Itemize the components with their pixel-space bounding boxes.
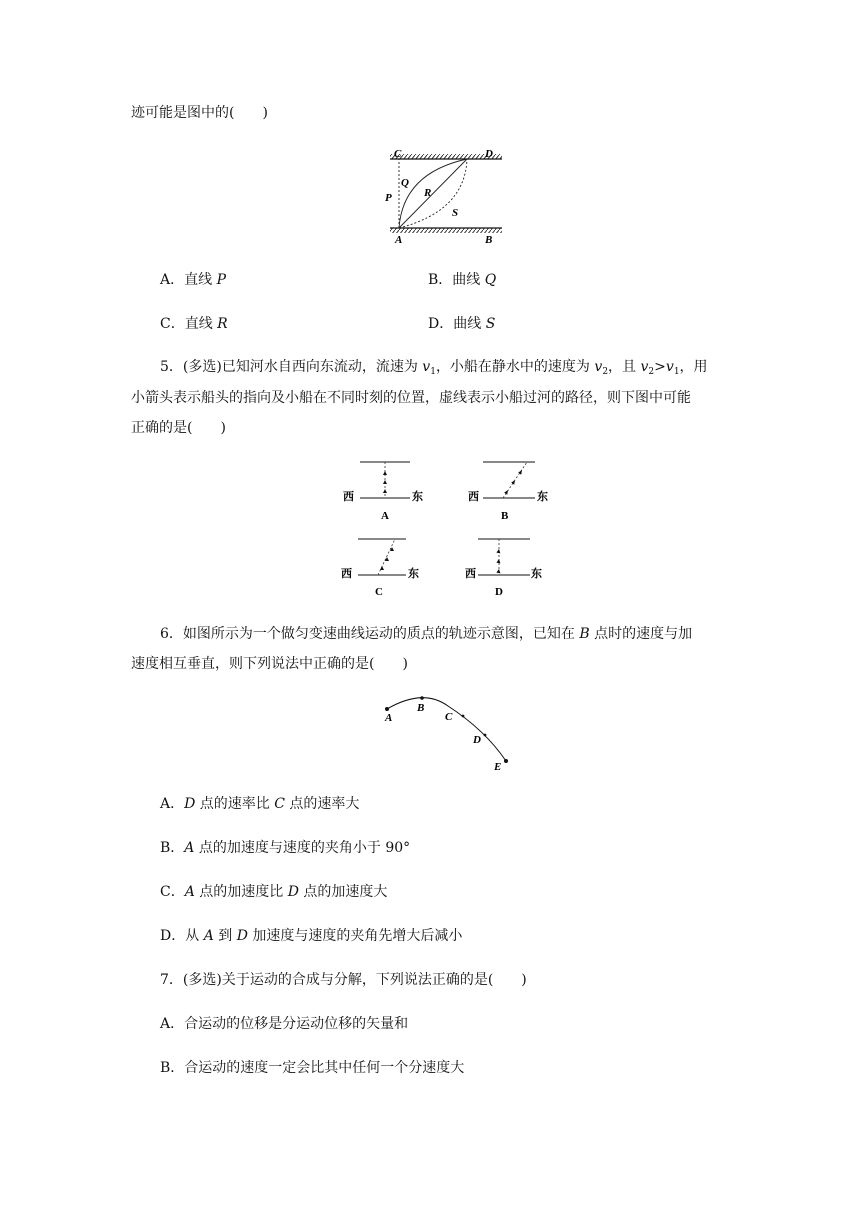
west-label: 西 xyxy=(341,568,352,580)
point-d: D xyxy=(473,734,481,746)
west-label: 西 xyxy=(468,491,479,503)
q4-option-b: B．曲线 Q xyxy=(428,272,497,288)
q6-option-c: C．A 点的加速度比 D 点的加速度大 xyxy=(160,884,388,900)
q5-stem-line1: 5．(多选)已知河水自西向东流动，流速为 $v_1$，小船在静水中的速度为 $v_2$，且 $v_2>v_1$，用 xyxy=(160,359,708,377)
q6-option-a: A．D 点的速率比 C 点的速率大 xyxy=(160,796,360,812)
q6-option-b: B．A 点的加速度与速度的夹角小于 90° xyxy=(160,840,411,856)
west-label: 西 xyxy=(465,568,476,580)
point-b: B xyxy=(417,702,425,714)
east-label: 东 xyxy=(537,491,548,503)
q6-option-d: D．从 A 到 D 加速度与速度的夹角先增大后减小 xyxy=(160,928,463,944)
q6-trajectory-figure xyxy=(375,690,515,773)
q6-stem-line1: 6．如图所示为一个做匀变速曲线运动的质点的轨迹示意图，已知在 B 点时的速度与加 xyxy=(160,626,693,642)
label-b: B xyxy=(485,234,493,246)
q7-option-b: B．合运动的速度一定会比其中任何一个分速度大 xyxy=(160,1060,465,1076)
figure-label: C xyxy=(375,586,383,598)
label-r: R xyxy=(424,187,432,199)
q4-option-c: C．直线 R xyxy=(160,316,228,332)
point-a: A xyxy=(385,712,393,724)
label-d: D xyxy=(485,148,493,160)
label-c: C xyxy=(394,148,402,160)
q4-option-a: A．直线 P xyxy=(160,272,226,288)
point-e: E xyxy=(494,761,502,773)
q7-option-a: A．合运动的位移是分运动位移的矢量和 xyxy=(160,1016,409,1032)
label-s: S xyxy=(452,207,459,219)
q4-stem-tail: 迹可能是图中的( ) xyxy=(131,105,268,121)
figure-label: A xyxy=(381,510,389,522)
label-q: Q xyxy=(401,177,409,189)
west-label: 西 xyxy=(343,491,354,503)
figure-label: D xyxy=(495,586,503,598)
q5-figure-a xyxy=(340,455,430,525)
figure-label: B xyxy=(501,510,509,522)
east-label: 东 xyxy=(412,491,423,503)
q5-stem-line3: 正确的是( ) xyxy=(131,420,226,436)
q5-stem-line2: 小箭头表示船头的指向及小船在不同时刻的位置，虚线表示小船过河的路径，则下图中可能 xyxy=(131,390,691,406)
q4-option-d: D．曲线 S xyxy=(428,316,496,332)
q4-river-figure xyxy=(375,145,515,255)
label-p: P xyxy=(385,192,392,204)
q7-stem: 7．(多选)关于运动的合成与分解，下列说法正确的是( ) xyxy=(160,972,527,988)
q5-figure-c xyxy=(340,532,430,602)
q5-figure-b xyxy=(465,455,555,525)
east-label: 东 xyxy=(408,568,419,580)
label-a: A xyxy=(395,234,403,246)
point-c: C xyxy=(445,711,453,723)
east-label: 东 xyxy=(531,568,542,580)
q6-stem-line2: 速度相互垂直，则下列说法中正确的是( ) xyxy=(131,656,408,672)
q5-figure-d xyxy=(465,532,555,602)
